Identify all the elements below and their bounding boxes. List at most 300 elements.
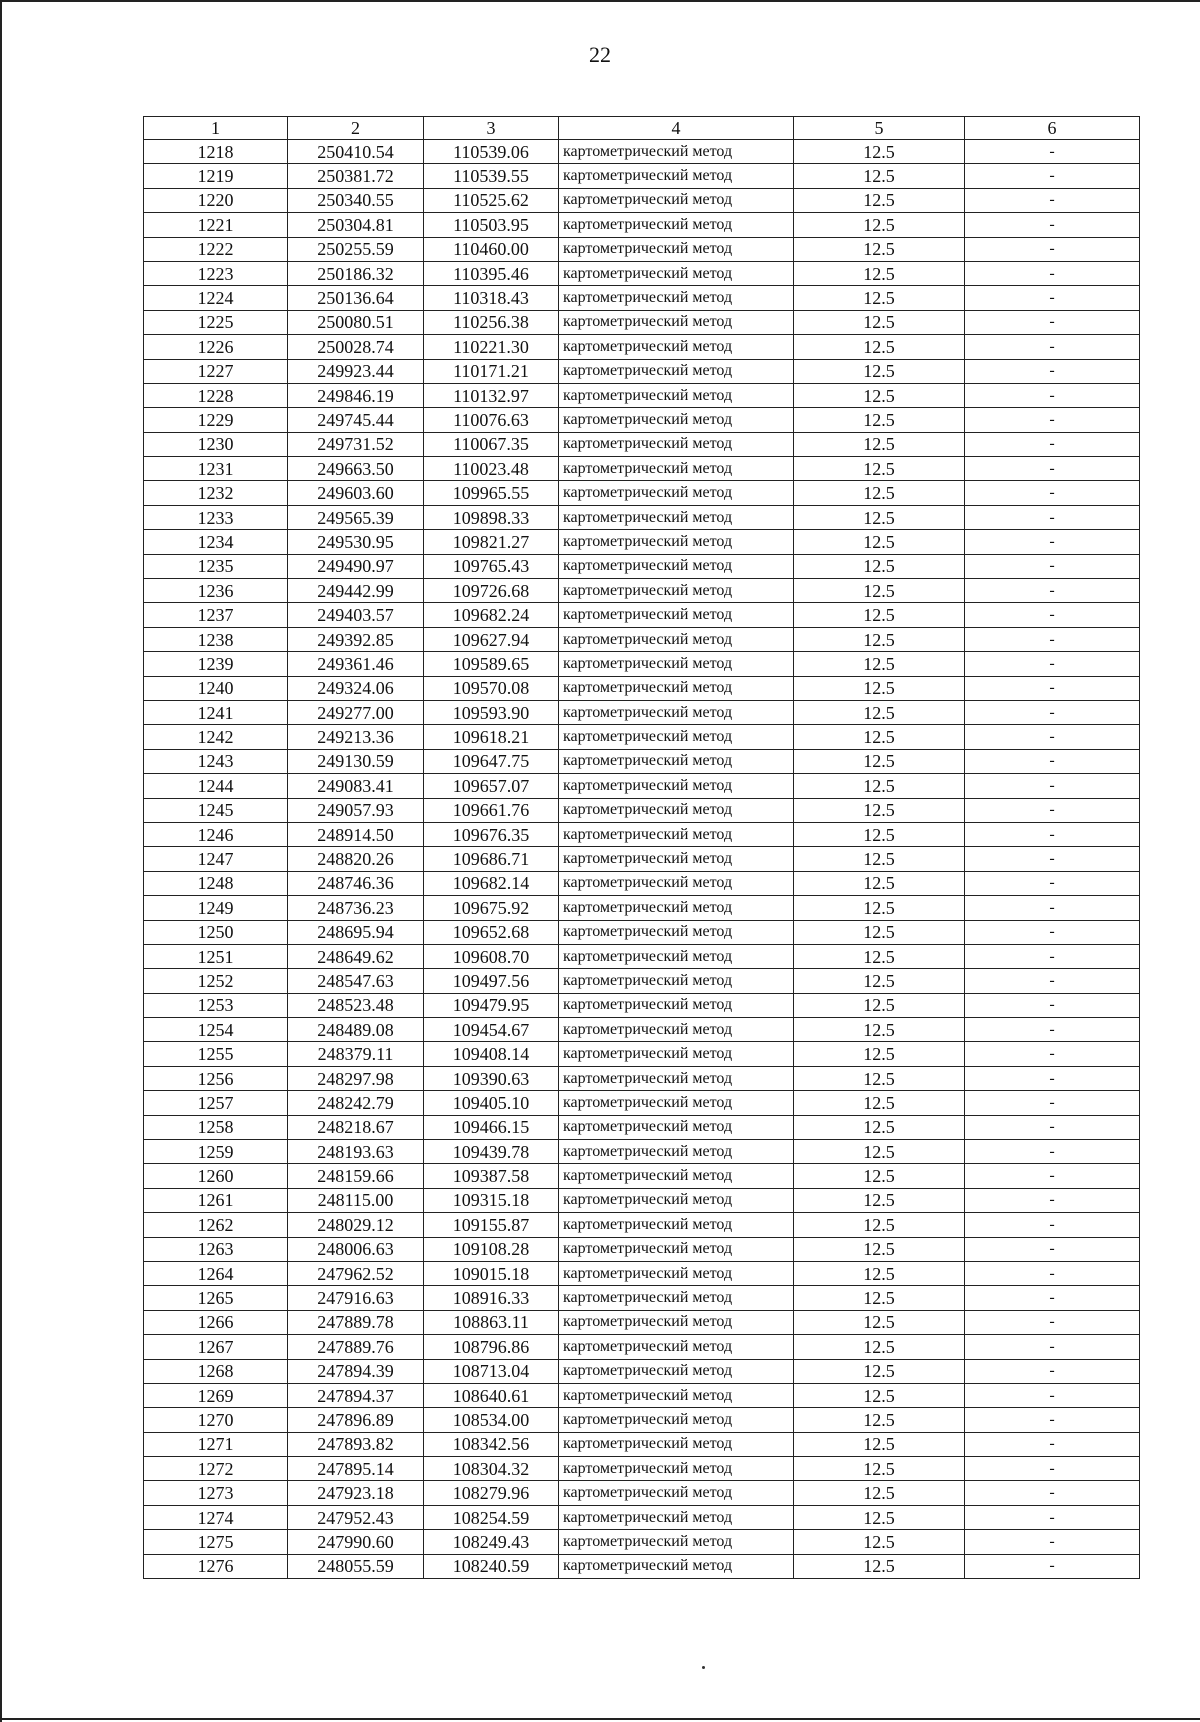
table-row [144,554,1140,578]
point-number-cell: 1224 [144,286,288,310]
table-row [144,1091,1140,1115]
y-coordinate-cell: 109315.18 [424,1188,559,1212]
y-coordinate-cell: 109965.55 [424,481,559,505]
note-cell: - [965,1530,1140,1554]
accuracy-cell: 12.5 [794,944,965,968]
note-cell: - [965,164,1140,188]
note-cell: - [965,652,1140,676]
x-coordinate-cell: 250136.64 [288,286,424,310]
y-coordinate-cell: 108713.04 [424,1359,559,1383]
table-row [144,359,1140,383]
x-coordinate-cell: 248193.63 [288,1140,424,1164]
note-cell: - [965,1237,1140,1261]
y-coordinate-cell: 109682.14 [424,871,559,895]
y-coordinate-cell: 109608.70 [424,944,559,968]
table-row [144,335,1140,359]
table-row [144,140,1140,164]
x-coordinate-cell: 250304.81 [288,213,424,237]
point-number-cell: 1230 [144,432,288,456]
y-coordinate-cell: 110076.63 [424,408,559,432]
point-number-cell: 1238 [144,627,288,651]
table-row [144,969,1140,993]
accuracy-cell: 12.5 [794,505,965,529]
method-cell: картометрический метод [559,1213,794,1237]
table-row [144,408,1140,432]
x-coordinate-cell: 248914.50 [288,822,424,846]
accuracy-cell: 12.5 [794,335,965,359]
y-coordinate-cell: 109405.10 [424,1091,559,1115]
x-coordinate-cell: 249530.95 [288,530,424,554]
y-coordinate-cell: 109821.27 [424,530,559,554]
accuracy-cell: 12.5 [794,1359,965,1383]
y-coordinate-cell: 109726.68 [424,579,559,603]
x-coordinate-cell: 248055.59 [288,1554,424,1578]
point-number-cell: 1264 [144,1261,288,1285]
note-cell: - [965,1213,1140,1237]
x-coordinate-cell: 248489.08 [288,1018,424,1042]
x-coordinate-cell: 250028.74 [288,335,424,359]
method-cell: картометрический метод [559,1457,794,1481]
accuracy-cell: 12.5 [794,1457,965,1481]
point-number-cell: 1241 [144,700,288,724]
accuracy-cell: 12.5 [794,896,965,920]
method-cell: картометрический метод [559,774,794,798]
accuracy-cell: 12.5 [794,652,965,676]
table-row [144,286,1140,310]
table-row [144,847,1140,871]
y-coordinate-cell: 110525.62 [424,188,559,212]
accuracy-cell: 12.5 [794,1091,965,1115]
method-cell: картометрический метод [559,530,794,554]
note-cell: - [965,140,1140,164]
method-cell: картометрический метод [559,383,794,407]
method-cell: картометрический метод [559,1554,794,1578]
accuracy-cell: 12.5 [794,1310,965,1334]
point-number-cell: 1275 [144,1530,288,1554]
method-cell: картометрический метод [559,286,794,310]
point-number-cell: 1273 [144,1481,288,1505]
method-cell: картометрический метод [559,261,794,285]
y-coordinate-cell: 110221.30 [424,335,559,359]
point-number-cell: 1240 [144,676,288,700]
method-cell: картометрический метод [559,1042,794,1066]
point-number-cell: 1276 [144,1554,288,1578]
y-coordinate-cell: 109652.68 [424,920,559,944]
method-cell: картометрический метод [559,579,794,603]
table-row [144,1286,1140,1310]
point-number-cell: 1269 [144,1383,288,1407]
y-coordinate-cell: 109015.18 [424,1261,559,1285]
accuracy-cell: 12.5 [794,408,965,432]
table-row [144,896,1140,920]
table-row [144,725,1140,749]
accuracy-cell: 12.5 [794,871,965,895]
x-coordinate-cell: 249442.99 [288,579,424,603]
table-row [144,920,1140,944]
y-coordinate-cell: 110023.48 [424,457,559,481]
method-cell: картометрический метод [559,603,794,627]
table-row [144,1261,1140,1285]
method-cell: картометрический метод [559,1115,794,1139]
accuracy-cell: 12.5 [794,774,965,798]
method-cell: картометрический метод [559,408,794,432]
note-cell: - [965,286,1140,310]
y-coordinate-cell: 109439.78 [424,1140,559,1164]
note-cell: - [965,896,1140,920]
x-coordinate-cell: 248649.62 [288,944,424,968]
x-coordinate-cell: 249083.41 [288,774,424,798]
method-cell: картометрический метод [559,335,794,359]
x-coordinate-cell: 248523.48 [288,993,424,1017]
method-cell: картометрический метод [559,627,794,651]
accuracy-cell: 12.5 [794,530,965,554]
note-cell: - [965,847,1140,871]
accuracy-cell: 12.5 [794,627,965,651]
accuracy-cell: 12.5 [794,1432,965,1456]
accuracy-cell: 12.5 [794,798,965,822]
note-cell: - [965,822,1140,846]
point-number-cell: 1231 [144,457,288,481]
x-coordinate-cell: 249277.00 [288,700,424,724]
accuracy-cell: 12.5 [794,1335,965,1359]
method-cell: картометрический метод [559,676,794,700]
accuracy-cell: 12.5 [794,359,965,383]
note-cell: - [965,237,1140,261]
x-coordinate-cell: 247893.82 [288,1432,424,1456]
point-number-cell: 1254 [144,1018,288,1042]
y-coordinate-cell: 110318.43 [424,286,559,310]
column-header-3: 3 [424,117,559,140]
method-cell: картометрический метод [559,164,794,188]
point-number-cell: 1232 [144,481,288,505]
note-cell: - [965,213,1140,237]
note-cell: - [965,188,1140,212]
table-row [144,188,1140,212]
accuracy-cell: 12.5 [794,1188,965,1212]
note-cell: - [965,408,1140,432]
method-cell: картометрический метод [559,969,794,993]
y-coordinate-cell: 108640.61 [424,1383,559,1407]
note-cell: - [965,725,1140,749]
x-coordinate-cell: 248736.23 [288,896,424,920]
x-coordinate-cell: 249603.60 [288,481,424,505]
method-cell: картометрический метод [559,481,794,505]
y-coordinate-cell: 109898.33 [424,505,559,529]
scan-border-bottom [0,1718,1200,1720]
y-coordinate-cell: 109390.63 [424,1066,559,1090]
table-body [144,140,1140,1579]
accuracy-cell: 12.5 [794,213,965,237]
table-row [144,652,1140,676]
accuracy-cell: 12.5 [794,1018,965,1042]
method-cell: картометрический метод [559,1140,794,1164]
point-number-cell: 1252 [144,969,288,993]
note-cell: - [965,1261,1140,1285]
x-coordinate-cell: 248029.12 [288,1213,424,1237]
table-row [144,676,1140,700]
point-number-cell: 1227 [144,359,288,383]
column-header-5: 5 [794,117,965,140]
y-coordinate-cell: 109627.94 [424,627,559,651]
accuracy-cell: 12.5 [794,1408,965,1432]
note-cell: - [965,798,1140,822]
point-number-cell: 1268 [144,1359,288,1383]
note-cell: - [965,1310,1140,1334]
accuracy-cell: 12.5 [794,579,965,603]
method-cell: картометрический метод [559,1286,794,1310]
column-header-6: 6 [965,117,1140,140]
table-row [144,1018,1140,1042]
y-coordinate-cell: 109686.71 [424,847,559,871]
scan-speck [702,1666,705,1669]
accuracy-cell: 12.5 [794,676,965,700]
x-coordinate-cell: 247894.37 [288,1383,424,1407]
y-coordinate-cell: 109682.24 [424,603,559,627]
x-coordinate-cell: 250381.72 [288,164,424,188]
note-cell: - [965,871,1140,895]
y-coordinate-cell: 109108.28 [424,1237,559,1261]
x-coordinate-cell: 249324.06 [288,676,424,700]
x-coordinate-cell: 248218.67 [288,1115,424,1139]
x-coordinate-cell: 247889.76 [288,1335,424,1359]
table-row [144,798,1140,822]
table-row [144,530,1140,554]
note-cell: - [965,481,1140,505]
x-coordinate-cell: 249490.97 [288,554,424,578]
y-coordinate-cell: 108304.32 [424,1457,559,1481]
table-row [144,603,1140,627]
accuracy-cell: 12.5 [794,481,965,505]
point-number-cell: 1235 [144,554,288,578]
method-cell: картометрический метод [559,1481,794,1505]
point-number-cell: 1257 [144,1091,288,1115]
table-row [144,237,1140,261]
column-header-4: 4 [559,117,794,140]
accuracy-cell: 12.5 [794,1213,965,1237]
method-cell: картометрический метод [559,310,794,334]
method-cell: картометрический метод [559,188,794,212]
point-number-cell: 1272 [144,1457,288,1481]
table-row [144,1237,1140,1261]
note-cell: - [965,1140,1140,1164]
accuracy-cell: 12.5 [794,457,965,481]
y-coordinate-cell: 110460.00 [424,237,559,261]
y-coordinate-cell: 109765.43 [424,554,559,578]
point-number-cell: 1251 [144,944,288,968]
y-coordinate-cell: 108249.43 [424,1530,559,1554]
accuracy-cell: 12.5 [794,237,965,261]
method-cell: картометрический метод [559,1018,794,1042]
note-cell: - [965,993,1140,1017]
method-cell: картометрический метод [559,1188,794,1212]
note-cell: - [965,261,1140,285]
point-number-cell: 1243 [144,749,288,773]
method-cell: картометрический метод [559,1383,794,1407]
x-coordinate-cell: 249403.57 [288,603,424,627]
table-row [144,481,1140,505]
table-row [144,1457,1140,1481]
accuracy-cell: 12.5 [794,188,965,212]
accuracy-cell: 12.5 [794,383,965,407]
x-coordinate-cell: 248297.98 [288,1066,424,1090]
table-row [144,749,1140,773]
x-coordinate-cell: 248746.36 [288,871,424,895]
point-number-cell: 1266 [144,1310,288,1334]
y-coordinate-cell: 110539.55 [424,164,559,188]
table-row [144,505,1140,529]
x-coordinate-cell: 249663.50 [288,457,424,481]
table-row [144,1554,1140,1578]
note-cell: - [965,1286,1140,1310]
x-coordinate-cell: 249745.44 [288,408,424,432]
note-cell: - [965,1018,1140,1042]
point-number-cell: 1245 [144,798,288,822]
method-cell: картометрический метод [559,1335,794,1359]
method-cell: картометрический метод [559,457,794,481]
y-coordinate-cell: 109570.08 [424,676,559,700]
x-coordinate-cell: 247889.78 [288,1310,424,1334]
accuracy-cell: 12.5 [794,261,965,285]
table-row [144,213,1140,237]
accuracy-cell: 12.5 [794,1383,965,1407]
y-coordinate-cell: 109593.90 [424,700,559,724]
x-coordinate-cell: 249213.36 [288,725,424,749]
accuracy-cell: 12.5 [794,1042,965,1066]
note-cell: - [965,749,1140,773]
method-cell: картометрический метод [559,847,794,871]
table-row [144,1408,1140,1432]
note-cell: - [965,530,1140,554]
table-row [144,1383,1140,1407]
note-cell: - [965,944,1140,968]
y-coordinate-cell: 108254.59 [424,1505,559,1529]
table-row [144,944,1140,968]
table-row [144,1310,1140,1334]
y-coordinate-cell: 109589.65 [424,652,559,676]
x-coordinate-cell: 247962.52 [288,1261,424,1285]
accuracy-cell: 12.5 [794,554,965,578]
point-number-cell: 1270 [144,1408,288,1432]
method-cell: картометрический метод [559,822,794,846]
column-header-2: 2 [288,117,424,140]
scan-border-left [0,0,2,1722]
accuracy-cell: 12.5 [794,603,965,627]
x-coordinate-cell: 249130.59 [288,749,424,773]
note-cell: - [965,1066,1140,1090]
method-cell: картометрический метод [559,213,794,237]
point-number-cell: 1237 [144,603,288,627]
note-cell: - [965,1481,1140,1505]
method-cell: картометрический метод [559,1530,794,1554]
note-cell: - [965,432,1140,456]
note-cell: - [965,969,1140,993]
y-coordinate-cell: 109479.95 [424,993,559,1017]
note-cell: - [965,1188,1140,1212]
y-coordinate-cell: 110503.95 [424,213,559,237]
table-row [144,1213,1140,1237]
y-coordinate-cell: 110395.46 [424,261,559,285]
method-cell: картометрический метод [559,1359,794,1383]
table-header-row [144,117,1140,140]
x-coordinate-cell: 250186.32 [288,261,424,285]
method-cell: картометрический метод [559,652,794,676]
y-coordinate-cell: 109497.56 [424,969,559,993]
x-coordinate-cell: 249731.52 [288,432,424,456]
point-number-cell: 1249 [144,896,288,920]
note-cell: - [965,1359,1140,1383]
accuracy-cell: 12.5 [794,969,965,993]
y-coordinate-cell: 109657.07 [424,774,559,798]
y-coordinate-cell: 108534.00 [424,1408,559,1432]
accuracy-cell: 12.5 [794,164,965,188]
note-cell: - [965,627,1140,651]
accuracy-cell: 12.5 [794,1237,965,1261]
point-number-cell: 1223 [144,261,288,285]
table-row [144,1359,1140,1383]
x-coordinate-cell: 249361.46 [288,652,424,676]
note-cell: - [965,1115,1140,1139]
x-coordinate-cell: 247923.18 [288,1481,424,1505]
point-number-cell: 1219 [144,164,288,188]
table-row [144,1164,1140,1188]
accuracy-cell: 12.5 [794,310,965,334]
method-cell: картометрический метод [559,1164,794,1188]
y-coordinate-cell: 109618.21 [424,725,559,749]
accuracy-cell: 12.5 [794,286,965,310]
method-cell: картометрический метод [559,1261,794,1285]
point-number-cell: 1256 [144,1066,288,1090]
x-coordinate-cell: 248115.00 [288,1188,424,1212]
y-coordinate-cell: 110256.38 [424,310,559,334]
page-number: 22 [589,42,611,67]
accuracy-cell: 12.5 [794,1554,965,1578]
method-cell: картометрический метод [559,871,794,895]
y-coordinate-cell: 109647.75 [424,749,559,773]
accuracy-cell: 12.5 [794,1261,965,1285]
y-coordinate-cell: 108240.59 [424,1554,559,1578]
method-cell: картометрический метод [559,237,794,261]
y-coordinate-cell: 109661.76 [424,798,559,822]
point-number-cell: 1236 [144,579,288,603]
table-row [144,627,1140,651]
method-cell: картометрический метод [559,1408,794,1432]
note-cell: - [965,1408,1140,1432]
method-cell: картометрический метод [559,432,794,456]
x-coordinate-cell: 250255.59 [288,237,424,261]
coordinates-table [143,116,1140,1579]
method-cell: картометрический метод [559,1066,794,1090]
table-row [144,579,1140,603]
x-coordinate-cell: 248159.66 [288,1164,424,1188]
point-number-cell: 1222 [144,237,288,261]
note-cell: - [965,676,1140,700]
method-cell: картометрический метод [559,700,794,724]
x-coordinate-cell: 250410.54 [288,140,424,164]
accuracy-cell: 12.5 [794,1530,965,1554]
method-cell: картометрический метод [559,725,794,749]
x-coordinate-cell: 248242.79 [288,1091,424,1115]
accuracy-cell: 12.5 [794,1286,965,1310]
x-coordinate-cell: 247894.39 [288,1359,424,1383]
table-row [144,457,1140,481]
scan-border-top [0,0,1200,2]
accuracy-cell: 12.5 [794,432,965,456]
point-number-cell: 1260 [144,1164,288,1188]
note-cell: - [965,1505,1140,1529]
note-cell: - [965,774,1140,798]
accuracy-cell: 12.5 [794,847,965,871]
point-number-cell: 1247 [144,847,288,871]
